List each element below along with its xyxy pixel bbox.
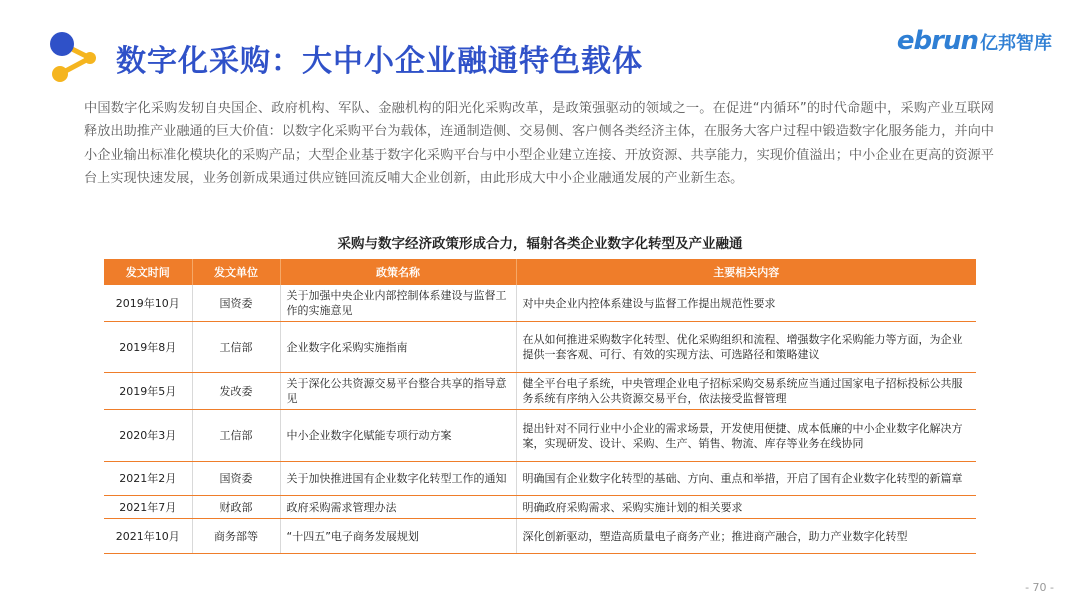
col-header-policy: 政策名称 [280, 259, 516, 285]
cell-policy: 中小企业数字化赋能专项行动方案 [280, 410, 516, 462]
table-row [104, 410, 976, 462]
page-number: - 70 - [1025, 581, 1054, 594]
cell-issuer: 国资委 [192, 462, 280, 496]
table-row [104, 285, 976, 322]
col-header-content: 主要相关内容 [516, 259, 976, 285]
brand-logo [897, 26, 1052, 56]
cell-date: 2021年7月 [104, 496, 192, 519]
table-row [104, 519, 976, 554]
cell-content: 提出针对不同行业中小企业的需求场景，开发使用便捷、成本低廉的中小企业数字化解决方案，实现研发、设计、采购、生产、销售、物流、库存等业务在线协同 [516, 410, 976, 462]
page-title: 数字化采购：大中小企业融通特色载体 [116, 44, 643, 79]
cell-content: 在从如何推进采购数字化转型、优化采购组织和流程、增强数字化采购能力等方面，为企业提供一套客观、可行、有效的实现方法、可选路径和策略建议 [516, 322, 976, 373]
intro-paragraph: 中国数字化采购发轫自央国企、政府机构、军队、金融机构的阳光化采购改革，是政策强驱动的领域之一。在促进“内循环”的时代命题中，采购产业互联网释放出助推产业融通的巨大价值：以数字化采购平台为载体，连通制造侧、交易侧、客户侧各类经济主体，在服务大客户过程中锻造数字化服务能力，并向中小企业输出标准化模块化的采购产品；大型企业基于数字化采购平台与中小型企业建立连接、开放资源、共享能力，实现价值溢出；中小企业在更高的资源平台上实现快速发展，业务创新成果通过供应链回流反哺大企业创新，由此形成大中小企业融通发展的产业新生态。 [84, 101, 994, 187]
cell-issuer: 发改委 [192, 373, 280, 410]
cell-date: 2019年8月 [104, 322, 192, 373]
cell-policy: 企业数字化采购实施指南 [280, 322, 516, 373]
cell-content: 对中央企业内控体系建设与监督工作提出规范性要求 [516, 285, 976, 322]
molecule-logo-icon [44, 30, 102, 86]
cell-issuer: 工信部 [192, 322, 280, 373]
cell-content: 明确政府采购需求、采购实施计划的相关要求 [516, 496, 976, 519]
brand-logo-en: ebrun [896, 26, 978, 56]
cell-policy: 关于加强中央企业内部控制体系建设与监督工作的实施意见 [280, 285, 516, 322]
policy-table [104, 259, 976, 554]
cell-policy: 政府采购需求管理办法 [280, 496, 516, 519]
cell-date: 2020年3月 [104, 410, 192, 462]
cell-date: 2019年5月 [104, 373, 192, 410]
table-title: 采购与数字经济政策形成合力，辐射各类企业数字化转型及产业融通 [337, 236, 743, 252]
table-row [104, 373, 976, 410]
table-row [104, 322, 976, 373]
cell-issuer: 国资委 [192, 285, 280, 322]
col-header-issuer: 发文单位 [192, 259, 280, 285]
cell-date: 2021年10月 [104, 519, 192, 554]
cell-content: 深化创新驱动，塑造高质量电子商务产业；推进商产融合，助力产业数字化转型 [516, 519, 976, 554]
cell-policy: 关于深化公共资源交易平台整合共享的指导意见 [280, 373, 516, 410]
cell-policy: “十四五”电子商务发展规划 [280, 519, 516, 554]
cell-content: 明确国有企业数字化转型的基础、方向、重点和举措，开启了国有企业数字化转型的新篇章 [516, 462, 976, 496]
cell-issuer: 财政部 [192, 496, 280, 519]
cell-date: 2021年2月 [104, 462, 192, 496]
brand-logo-cn: 亿邦智库 [980, 33, 1052, 54]
cell-issuer: 工信部 [192, 410, 280, 462]
cell-content: 健全平台电子系统，中央管理企业电子招标采购交易系统应当通过国家电子招标投标公共服务系统有序纳入公共资源交易平台，依法接受监督管理 [516, 373, 976, 410]
table-row [104, 496, 976, 519]
cell-date: 2019年10月 [104, 285, 192, 322]
cell-policy: 关于加快推进国有企业数字化转型工作的通知 [280, 462, 516, 496]
table-row [104, 462, 976, 496]
col-header-date: 发文时间 [104, 259, 192, 285]
table-header-row [104, 259, 976, 285]
cell-issuer: 商务部等 [192, 519, 280, 554]
